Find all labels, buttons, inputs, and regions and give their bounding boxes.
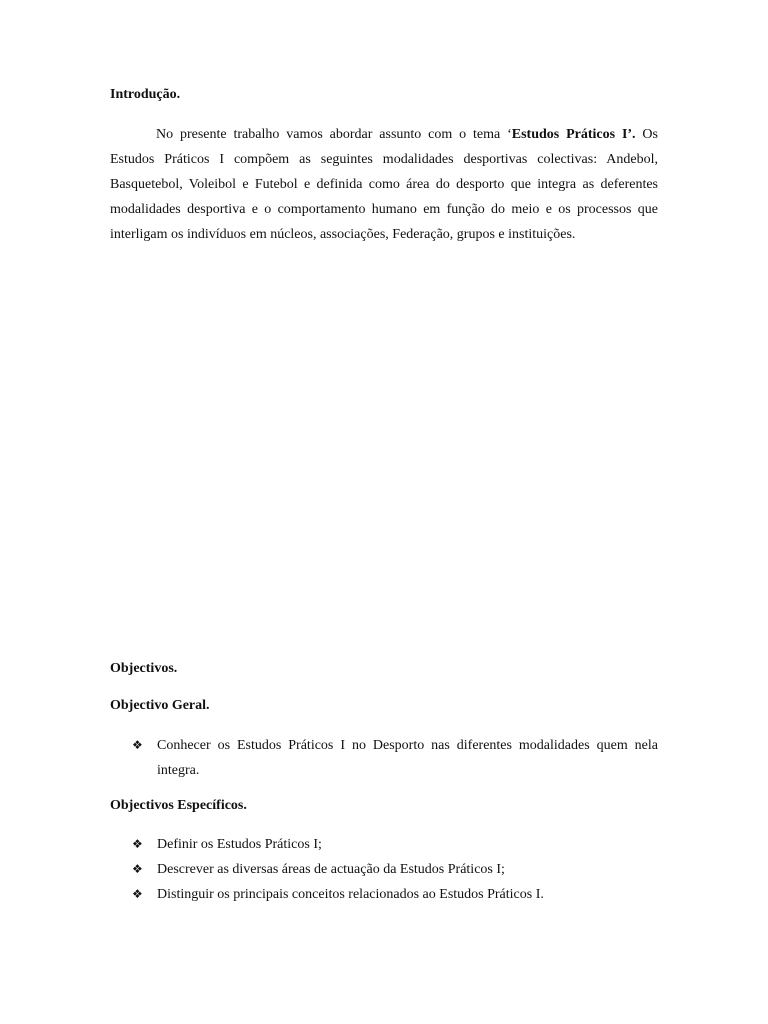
list-item (132, 882, 658, 907)
list-item (132, 857, 658, 882)
introduction-theme-title: Estudos Práticos I’. (511, 127, 636, 142)
introduction-heading: Introdução. (110, 87, 181, 102)
general-objective-list (132, 733, 658, 783)
introduction-text-prefix: No presente trabalho vamos abordar assunto com o tema ‘ (156, 127, 512, 142)
introduction-paragraph (110, 122, 658, 247)
diamond-bullet-icon: ❖ (132, 738, 143, 752)
introduction-text-body: Os Estudos Práticos I compõem as seguintes modalidades desportivas colectivas: Andebol, Basquetebol, Voleibol e Futebol e definida como área do desporto que integra as deferentes modalidades desportiva e o comportamento humano em função do meio e os processos que interligam os indivíduos em núcleos, associações, Federação, grupos e instituições. (110, 127, 658, 242)
list-item-text: Definir os Estudos Práticos I; (157, 837, 322, 852)
objectives-heading: Objectivos. (110, 661, 178, 676)
list-item (132, 832, 658, 857)
list-item-text: Distinguir os principais conceitos relacionados ao Estudos Práticos I. (157, 887, 544, 902)
list-item (132, 733, 658, 783)
diamond-bullet-icon: ❖ (132, 887, 143, 901)
diamond-bullet-icon: ❖ (132, 862, 143, 876)
diamond-bullet-icon: ❖ (132, 837, 143, 851)
general-objective-heading: Objectivo Geral. (110, 698, 210, 713)
list-item-text: Descrever as diversas áreas de actuação da Estudos Práticos I; (157, 862, 505, 877)
specific-objectives-heading: Objectivos Específicos. (110, 798, 247, 813)
specific-objectives-list (132, 832, 658, 907)
list-item-text: Conhecer os Estudos Práticos I no Desporto nas diferentes modalidades quem nela integra. (157, 738, 658, 778)
